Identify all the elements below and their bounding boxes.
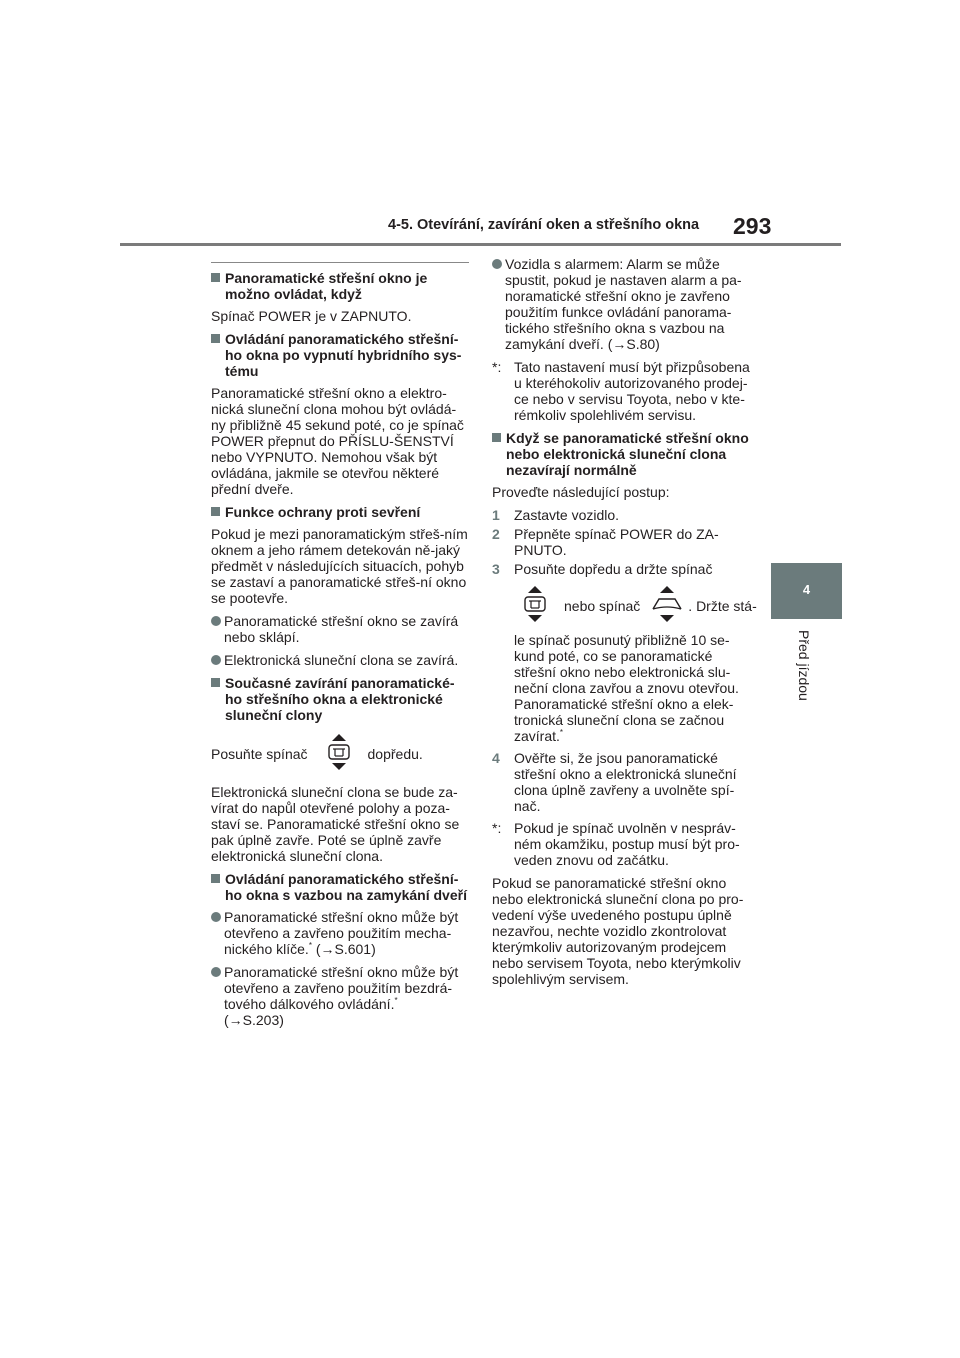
paragraph: Proveďte následující postup:	[492, 484, 670, 500]
list-item: Panoramatické střešní okno se zavírá nebo sklápí.	[211, 613, 469, 645]
section-heading: Funkce ochrany proti sevření	[211, 504, 469, 520]
section-heading: Ovládání panoramatického střešní-ho okna po vypnutí hybridního sys-tému	[211, 331, 469, 379]
section-heading: Panoramatické střešní okno je možno ovládat, když	[211, 270, 469, 302]
paragraph: Elektronická sluneční clona se bude za-vírat do napůl otevřené polohy a poza-staví se. Panoramatické střešní okno se pak úplně zavře. Poté se úplně zavře elektronická sluneční clona.	[211, 784, 460, 864]
section-heading: Ovládání panoramatického střešní-ho okna s vazbou na zamykání dveří	[211, 871, 469, 903]
page-reference[interactable]: (→S.203)	[224, 1012, 284, 1028]
footnote-marker: *	[308, 941, 312, 950]
header-rule	[120, 243, 841, 246]
list-item: Elektronická sluneční clona se zavírá.	[211, 652, 469, 668]
chapter-title: 4-5. Otevírání, zavírání oken a střešního okna	[388, 217, 700, 233]
round-bullet-icon	[211, 912, 221, 922]
step-item: 3 Posuňte dopředu a držte spínač nebo spínač . Držte stá- le spínač posunutý přibližně 10 se-kund poté, co se panoramatické střešní okno nebo elektronická slu-neční clona zavřou a znovu otevřou. Panoramatické střešní okno a elek-tronická sluneční clona se začnou zavírat.*	[492, 561, 757, 744]
round-bullet-icon	[211, 655, 221, 665]
square-bullet-icon	[211, 334, 220, 343]
round-bullet-icon	[211, 616, 221, 626]
page-reference[interactable]: (→S.601)	[315, 941, 376, 957]
column-rule	[211, 262, 469, 263]
footnote: *: Pokud je spínač uvolněn v nespráv-ném okamžiku, postup musí být pro-veden znovu od začátku.	[492, 820, 740, 868]
step-item: 4 Ověřte si, že jsou panoramatické střešní okno a elektronická sluneční clona úplně zavřeny a uvolněte spí-nač.	[492, 750, 737, 814]
list-item: Panoramatické střešní okno může být otevřeno a zavřeno použitím mecha-nického klíče.* (→S.601)	[211, 909, 469, 957]
step-item: 2 Přepněte spínač POWER do ZA-PNUTO.	[492, 526, 719, 558]
footnote-marker: *	[559, 728, 564, 737]
step-item: 1 Zastavte vozidlo.	[492, 507, 620, 523]
list-item: Panoramatické střešní okno může být otevřeno a zavřeno použitím bezdrá-tového dálkového ovládání.* (→S.203)	[211, 964, 469, 1028]
chapter-tab-number: 4	[802, 582, 811, 597]
right-column	[492, 256, 757, 994]
switch-instruction: nebo spínač . Držte stá-	[514, 585, 754, 626]
chapter-tab	[771, 563, 842, 619]
chapter-tab-label: Před jízdou	[796, 630, 812, 701]
round-bullet-icon	[211, 967, 221, 977]
paragraph: Panoramatické střešní okno a elektro-nická sluneční clona mohou být ovládá-ny přibližně 45 sekund poté, co je spínač POWER přepnut do PŘÍSLU-ŠENSTVÍ nebo VYPNUTO. Nemohou však být ovládána, jakmile se otevřou některé přední dveře.	[211, 385, 464, 497]
section-heading: Když se panoramatické střešní okno nebo elektronická sluneční clona nezavírají normálně	[492, 430, 754, 478]
round-bullet-icon	[492, 259, 502, 269]
square-bullet-icon	[211, 678, 220, 687]
roof-switch-icon	[522, 585, 548, 626]
switch-instruction: Posuňte spínač dopředu.	[211, 733, 469, 774]
roof-switch-icon	[326, 733, 352, 774]
square-bullet-icon	[211, 507, 220, 516]
footnote-marker: *	[394, 996, 398, 1005]
page-number: 293	[733, 213, 772, 239]
paragraph: Pokud se panoramatické střešní okno nebo elektronická sluneční clona po pro-vedení výše uvedeného postupu úplně nezavřou, nechte vozidlo zkontrolovat kterýmkoliv autorizovaným prodejcem nebo servisem Toyota, nebo kterýmkoliv spolehlivým servisem.	[492, 875, 744, 987]
paragraph: Spínač POWER je v ZAPNUTO.	[211, 308, 412, 324]
section-heading: Současné zavírání panoramatické-ho střešního okna a elektronické sluneční clony	[211, 675, 469, 723]
list-item: Vozidla s alarmem: Alarm se může spustit, pokud je nastaven alarm a pa-noramatické střešní okno je zavřeno použitím funkce ovládání panorama-tického střešního okna s vazbou na zamykání dveří. (→S.80)	[492, 256, 754, 352]
paragraph: Pokud je mezi panoramatickým střeš-ním oknem a jeho rámem detekován ně-jaký předmět v následujících situacích, pohyb se zastaví a panoramatické střeš-ní okno se pootevře.	[211, 526, 468, 606]
footnote: *: Tato nastavení musí být přizpůsobena u kteréhokoliv autorizovaného prodej-ce nebo v servisu Toyota, nebo v kte-rémkoliv spolehlivém servisu.	[492, 359, 750, 423]
sunshade-switch-icon	[650, 585, 684, 626]
square-bullet-icon	[211, 874, 220, 883]
square-bullet-icon	[211, 273, 220, 282]
left-column	[211, 262, 469, 1035]
square-bullet-icon	[492, 433, 501, 442]
